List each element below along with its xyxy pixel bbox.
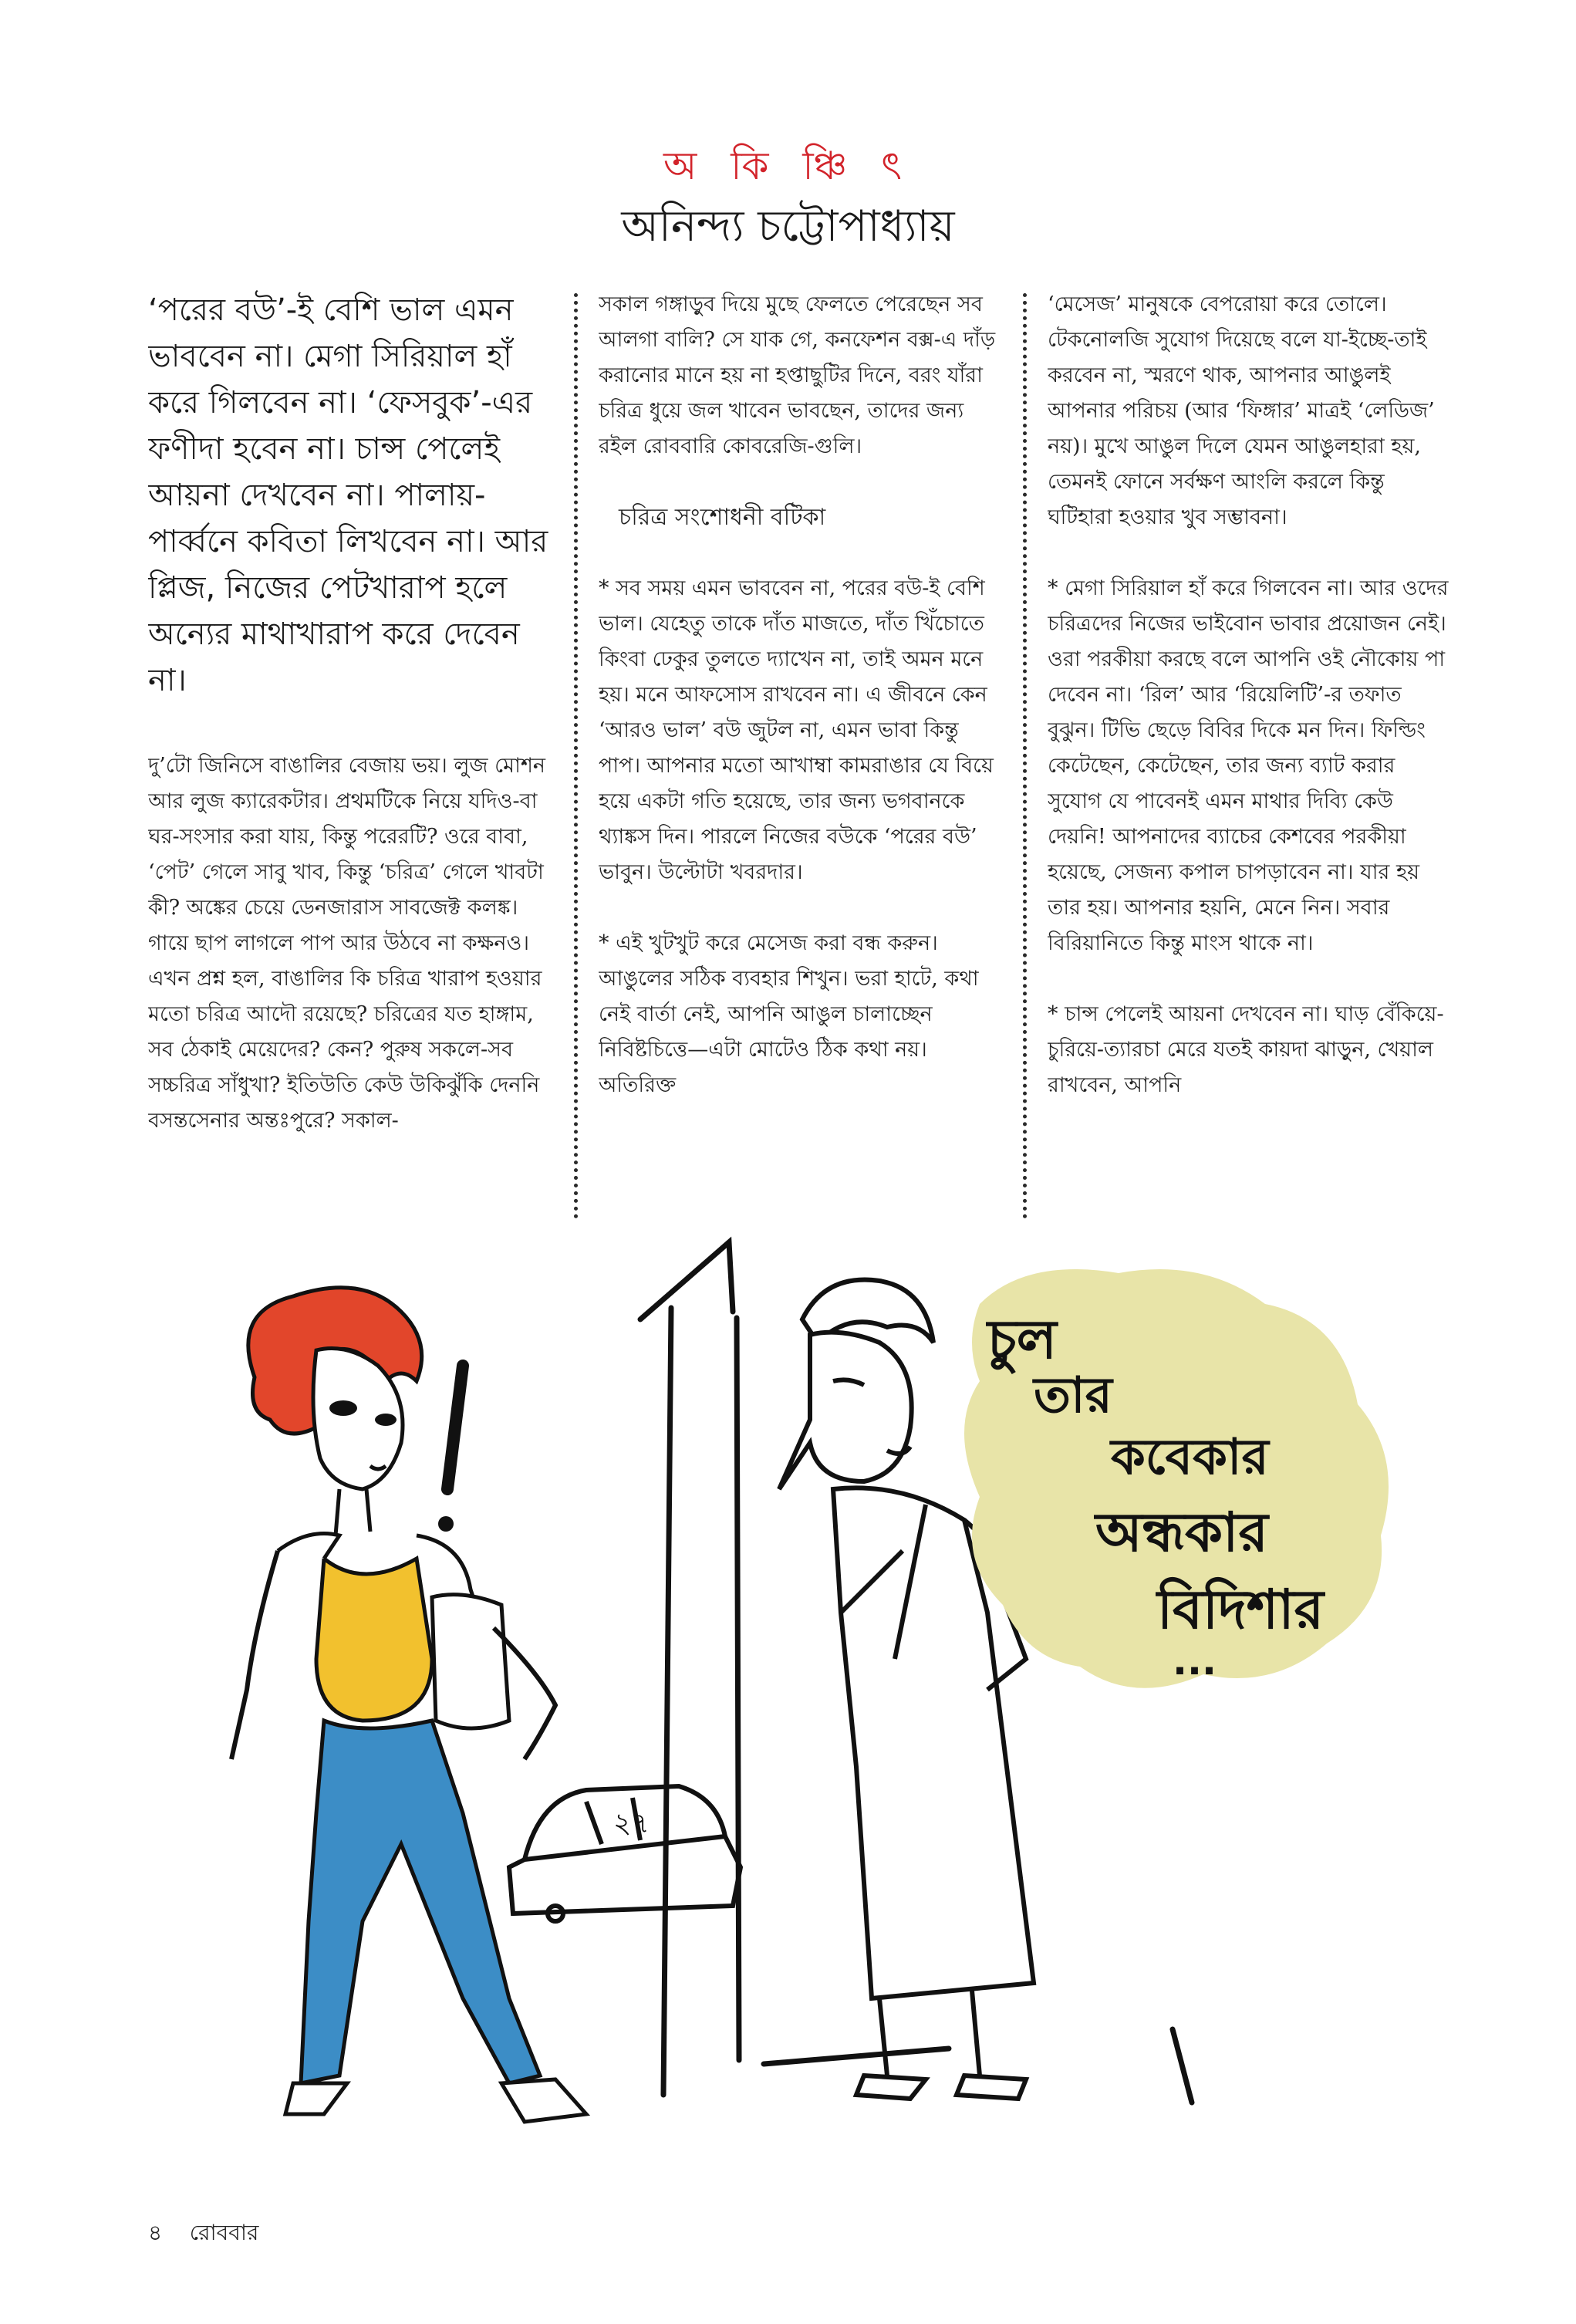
lead-paragraph: ‘পরের বউ’-ই বেশি ভাল এমন ভাববেন না। মেগা সিরিয়াল হাঁ করে গিলবেন না। ‘ফেসবুক’-এর ফণীদা হবেন না। চান্স পেলেই আয়না দেখবেন না। পালায়-পার্ব্বনে কবিতা লিখবেন না। আর প্লিজ, নিজের পেটখারাপ হলে অন্যের মাথাখারাপ করে দেবেন না। [148, 292, 548, 698]
column-divider [574, 293, 578, 1219]
column-2 [599, 287, 1000, 1228]
author-name: অনিন্দ্য চট্টোপাধ্যায় [621, 201, 955, 252]
body-paragraph: দু’টো জিনিসে বাঙালির বেজায় ভয়। লুজ মোশন আর লুজ ক্যারেকটার। প্রথমটিকে নিয়ে যদিও-বা ঘর-সংসার করা যায়, কিন্তু পরেরটি? ওরে বাবা, ‘পেট’ গেলে সাবু খাব, কিন্তু ‘চরিত্র’ গেলে খাবটা কী? অঙ্কের চেয়ে ডেনজারাস সাবজেক্ট কলঙ্ক। গায়ে ছাপ লাগলে পাপ আর উঠবে না কক্ষনও। এখন প্রশ্ন হল, বাঙালির কি চরিত্র খারাপ হওয়ার মতো চরিত্র আদৌ রয়েছে? চরিত্রের যত হাঙ্গাম, সব ঠেকাই মেয়েদের? কেন? পুরুষ সকলে-সব সচ্চরিত্র সাঁধুখা? ইতিউতি কেউ উকিঝুঁকি দেননি বসন্তসেনার অন্তঃপুরে? সকাল- [148, 754, 546, 1133]
kicker: অ কি ঞ্চি ৎ [663, 144, 913, 188]
woman-figure [231, 1288, 586, 2122]
page-number: ৪ [148, 2220, 163, 2245]
subheading: চরিত্র সংশোধনী বটিকা [619, 504, 826, 531]
bubble-line: বিদিশার [1157, 1578, 1325, 1641]
blue-jeans [301, 1721, 540, 2083]
yellow-top [316, 1559, 432, 1721]
car-plate: ২৭ [613, 1808, 650, 1839]
cartoon-illustration [0, 1227, 1576, 2199]
body-paragraph: * এই খুটখুট করে মেসেজ করা বন্ধ করুন। আঙুলের সঠিক ব্যবহার শিখুন। ভরা হাটে, কথা নেই বার্তা নেই, আপনি আঙুল চালাচ্ছেন নিবিষ্টচিত্তে—এটা মোটেও ঠিক কথা নয়। অতিরিক্ত [599, 931, 979, 1097]
body-paragraph: সকাল গঙ্গাড়ুব দিয়ে মুছে ফেলতে পেরেছেন সব আলগা বালি? সে যাক গে, কনফেশন বক্স-এ দাঁড় করানোর মানে হয় না হপ্তাছুটির দিনে, বরং যাঁরা চরিত্র ধুয়ে জল খাবেন ভাবছেন, তাদের জন্য রইল রোববারি কোবরেজি-গুলি। [599, 292, 996, 458]
column-3 [1048, 287, 1449, 1228]
car-drawing [509, 1786, 741, 1921]
bubble-line: ... [1173, 1639, 1217, 1684]
bubble-line: কবেকার [1111, 1429, 1269, 1486]
body-paragraph: ‘মেসেজ’ মানুষকে বেপরোয়া করে তোলে। টেকনোলজি সুযোগ দিয়েছে বলে যা-ইচ্ছে-তাই করবেন না, স্মরণে থাক, আপনার আঙুলই আপনার পরিচয় (আর ‘ফিঙ্গার’ মাত্রই ‘লেডিজ’ নয়)। মুখে আঙুল দিলে যেমন আঙুলহারা হয়, তেমনই ফোনে সর্বক্ষণ আংলি করলে কিন্তু ঘটিহারা হওয়ার খুব সম্ভাবনা। [1048, 292, 1435, 529]
column-divider [1023, 293, 1027, 1219]
bubble-line: অন্ধকার [1095, 1501, 1268, 1564]
publication-name: রোববার [189, 2220, 259, 2245]
bubble-line: চুল [987, 1308, 1057, 1371]
bubble-line: তার [1034, 1367, 1112, 1424]
man-face [779, 1333, 912, 1489]
body-paragraph: * মেগা সিরিয়াল হাঁ করে গিলবেন না। আর ওদের চরিত্রদের নিজের ভাইবোন ভাবার প্রয়োজন নেই। ওরা পরকীয়া করছে বলে আপনি ওই নৌকোয় পা দেবেন না। ‘রিল’ আর ‘রিয়েলিটি’-র তফাত বুঝুন। টিভি ছেড়ে বিবির দিকে মন দিন। ফিল্ডিং কেটেছেন, কেটেছেন, তার জন্য ব্যাট করার সুযোগ যে পাবেনই এমন মাথার দিব্যি কেউ দেয়নি! আপনাদের ব্যাচের কেশবের পরকীয়া হয়েছে, সেজন্য কপাল চাপড়াবেন না। যার হয় তার হয়। আপনার হয়নি, মেনে নিন। সবার বিরিয়ানিতে কিন্তু মাংস থাকে না। [1048, 576, 1449, 955]
thought-bubble [964, 1269, 1389, 1688]
body-paragraph: * চান্স পেলেই আয়না দেখবেন না। ঘাড় বেঁকিয়ে-চুরিয়ে-ত্যারচা মেরে যতই কায়দা ঝাড়ুন, খেয়াল রাখবেন, আপনি [1048, 1002, 1444, 1097]
page-footer [148, 2216, 258, 2252]
body-paragraph: * সব সময় এমন ভাববেন না, পরের বউ-ই বেশি ভাল। যেহেতু তাকে দাঁত মাজতে, দাঁত খিঁচোতে কিংবা ঢেকুর তুলতে দ্যাখেন না, তাই অমন মনে হয়। মনে আফসোস রাখবেন না। এ জীবনে কেন ‘আরও ভাল’ বউ জুটল না, এমন ভাবা কিন্তু পাপ। আপনার মতো আখাম্বা কামরাঙার যে বিয়ে হয়ে একটা গতি হয়েছে, তার জন্য ভগবানকে থ্যাঙ্কস দিন। পারলে নিজের বউকে ‘পরের বউ’ ভাবুন। উল্টোটা খবরদার। [599, 576, 994, 884]
column-1 [148, 287, 549, 1228]
bag [432, 1595, 509, 1728]
